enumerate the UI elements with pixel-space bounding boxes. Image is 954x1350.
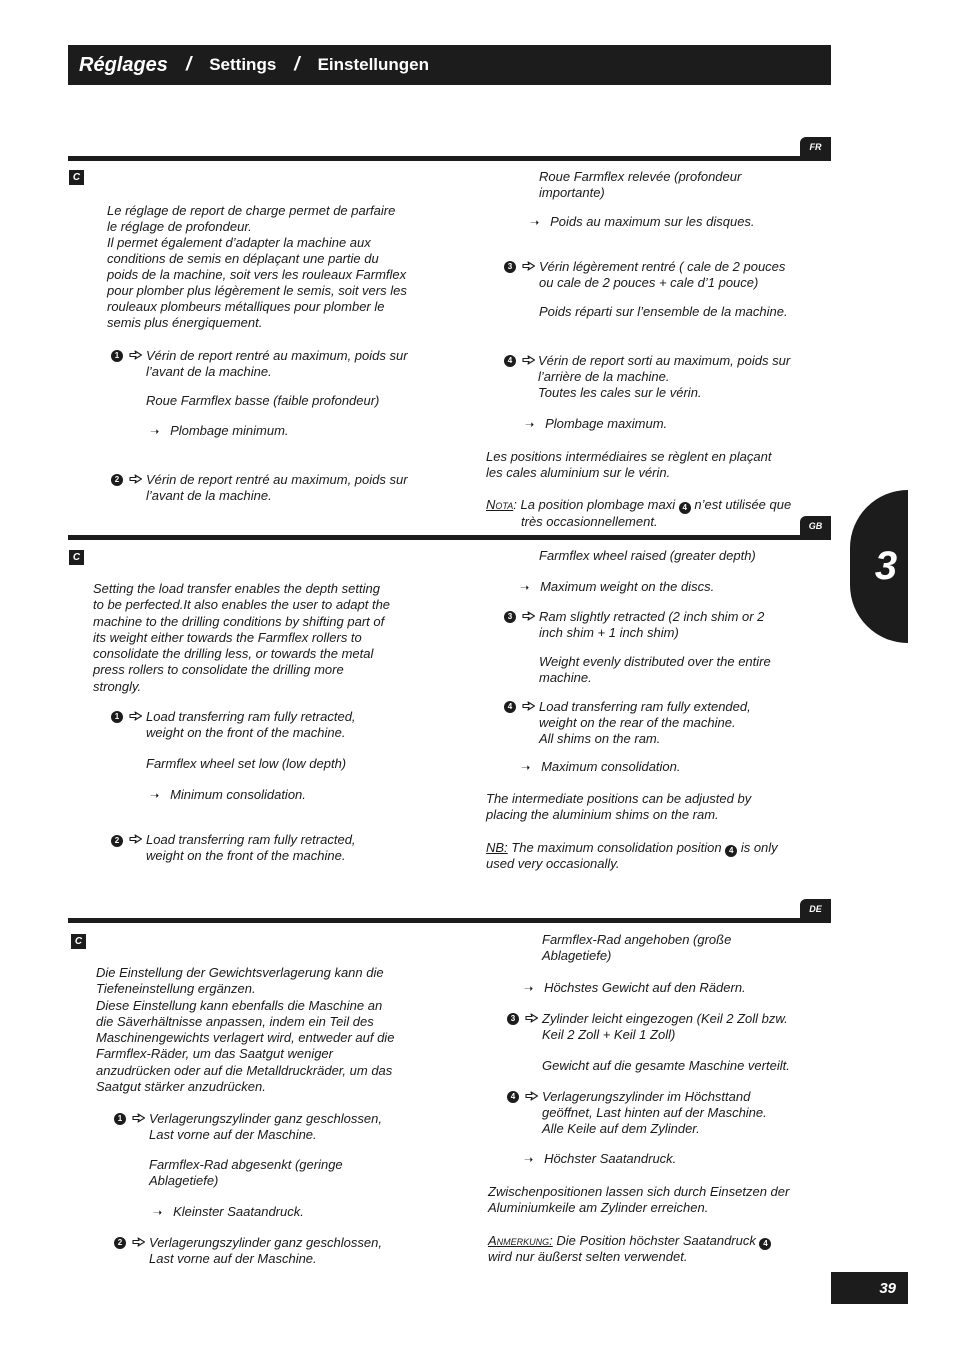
fr-item3 (539, 259, 785, 291)
fr-item2 (146, 472, 408, 504)
chapter-number: 3 (874, 544, 898, 588)
marker-1: 1 (114, 1113, 126, 1125)
arrow-right-icon: ➝ (150, 426, 160, 438)
note-text: : La position plombage maxi (513, 497, 676, 512)
section-mark-de: C (71, 934, 86, 949)
text-line: Vérin de report rentré au maximum, poids sur (146, 348, 408, 363)
result-text: Poids au maximum sur les disques. (550, 214, 755, 229)
arrow-right-icon: ➝ (525, 419, 535, 431)
fr-item2-sub (539, 169, 741, 201)
text-line: les cales aluminium sur le vérin. (486, 465, 671, 480)
gb-outro (486, 791, 751, 823)
gb-item1-result (150, 787, 306, 804)
gb-item2-result (520, 579, 714, 596)
fr-item1-sub: Roue Farmflex basse (faible profondeur) (146, 393, 380, 408)
text-line: Load transferring ram fully retracted, (146, 709, 356, 724)
result-text: Kleinster Saatandruck. (173, 1204, 304, 1219)
text-line: Zwischenpositionen lassen sich durch Einsetzen der (488, 1184, 790, 1199)
text-line: le réglage de profondeur. (107, 219, 252, 234)
text-line: placing the aluminium shims on the ram. (486, 807, 719, 822)
text-line: to be perfected.It also enables the user to adapt the (93, 597, 391, 613)
de-item1 (149, 1111, 382, 1143)
text-line: Last vorne auf der Maschine. (149, 1251, 317, 1266)
de-note (488, 1233, 771, 1250)
text-line: Farmflex-Rad angehoben (große (542, 932, 732, 947)
fr-note-cont: très occasionnellement. (521, 514, 658, 529)
marker-4: 4 (759, 1238, 771, 1250)
marker-2: 2 (111, 835, 123, 847)
text-line: semis plus énergiquement. (107, 315, 263, 330)
text-line: poids de la machine, soit vers les rouleaux Farmflex (107, 267, 407, 282)
fr-item4 (538, 353, 790, 401)
text-line: weight on the rear of the machine. (539, 715, 736, 730)
text-line: Vérin de report sorti au maximum, poids sur (538, 353, 791, 368)
de-intro (96, 965, 394, 1095)
text-line: Farmflex-Räder, um das Saatgut weniger (96, 1046, 333, 1062)
fr-note (486, 497, 791, 514)
hand-pointer-icon (129, 473, 143, 485)
text-line: strongly. (93, 678, 142, 694)
text-line: die Säverhältnisse anpassen, indem ein Teil des (96, 1013, 374, 1029)
lang-tab-gb: GB (800, 516, 831, 536)
hand-pointer-icon (129, 349, 143, 361)
arrow-right-icon: ➝ (520, 582, 530, 594)
text-line: Maschinengewichts verlagert wird, entweder auf die (96, 1030, 395, 1046)
de-item2-result (524, 980, 746, 997)
text-line: its weight either towards the Farmflex rollers to (93, 629, 362, 645)
text-line: geöffnet, Last hinten auf der Maschine. (542, 1105, 767, 1120)
text-line: Le réglage de report de charge permet de parfaire (107, 203, 396, 218)
text-line: inch shim + 1 inch shim) (539, 625, 679, 640)
de-item1-sub (149, 1157, 343, 1189)
hand-pointer-icon (522, 700, 536, 712)
text-line: Tiefeneinstellung ergänzen. (96, 981, 256, 997)
gb-note (486, 840, 778, 857)
arrow-right-icon: ➝ (150, 790, 160, 802)
result-text: Maximum consolidation. (541, 759, 681, 774)
fr-item1-result (150, 423, 289, 440)
marker-3: 3 (504, 611, 516, 623)
text-line: l’avant de la machine. (146, 364, 272, 379)
marker-4: 4 (679, 502, 691, 514)
marker-4: 4 (725, 845, 737, 857)
de-outro (488, 1184, 789, 1216)
marker-1: 1 (111, 350, 123, 362)
de-item4-result (524, 1151, 676, 1168)
text-line: anzudrücken oder auf die Metalldruckräder, um das (96, 1062, 393, 1078)
hand-pointer-icon (129, 710, 143, 722)
text-line: l’avant de la machine. (146, 488, 272, 503)
text-line: Saatgut stärker anzudrücken. (96, 1079, 266, 1095)
section-mark-fr: C (69, 170, 84, 185)
section-mark-gb: C (69, 550, 84, 565)
text-line: Die Einstellung der Gewichtsverlagerung kann die (96, 965, 384, 980)
arrow-right-icon: ➝ (524, 983, 534, 995)
hand-pointer-icon (132, 1112, 146, 1124)
text-line: l’arrière de la machine. (538, 369, 670, 384)
text-line: Ram slightly retracted (2 inch shim or 2 (539, 609, 765, 624)
result-text: Plombage maximum. (545, 416, 668, 431)
de-item2-sub (542, 932, 731, 964)
arrow-right-icon: ➝ (521, 762, 531, 774)
section-divider-gb (68, 535, 831, 540)
note-label: NB: (486, 840, 508, 855)
text-line: machine to the drilling conditions by shifting part of (93, 613, 385, 629)
hand-pointer-icon (132, 1236, 146, 1248)
fr-item3-sub: Poids réparti sur l’ensemble de la machine. (539, 304, 788, 319)
hand-pointer-icon (525, 1090, 539, 1102)
marker-3: 3 (504, 261, 516, 273)
marker-4: 4 (504, 701, 516, 713)
gb-item3-sub (539, 654, 771, 686)
text-line: Weight evenly distributed over the entire (539, 654, 771, 669)
text-line: Vérin légèrement rentré ( cale de 2 pouces (539, 259, 786, 274)
text-line: The intermediate positions can be adjusted by (486, 791, 752, 806)
text-line: Toutes les cales sur le vérin. (538, 385, 702, 400)
arrow-right-icon: ➝ (530, 217, 540, 229)
de-item2 (149, 1235, 382, 1267)
lang-tab-de: DE (800, 899, 831, 919)
marker-3: 3 (507, 1013, 519, 1025)
hand-pointer-icon (129, 833, 143, 845)
de-item3-sub: Gewicht auf die gesamte Maschine verteilt. (542, 1058, 790, 1073)
text-line: Farmflex-Rad abgesenkt (geringe (149, 1157, 343, 1172)
text-line: Verlagerungszylinder ganz geschlossen, (149, 1235, 382, 1250)
fr-item2-result (530, 214, 755, 231)
de-item3 (542, 1011, 788, 1043)
note-text: The maximum consolidation position (507, 840, 722, 855)
header-title-fr: Réglages (79, 53, 168, 76)
gb-item4 (539, 699, 751, 747)
text-line: Diese Einstellung kann ebenfalls die Maschine an (96, 997, 383, 1013)
section-divider-de (68, 918, 831, 923)
arrow-right-icon: ➝ (153, 1207, 163, 1219)
gb-item4-result (521, 759, 681, 776)
text-line: Load transferring ram fully retracted, (146, 832, 356, 847)
text-line: importante) (539, 185, 605, 200)
text-line: Zylinder leicht eingezogen (Keil 2 Zoll bzw. (542, 1011, 788, 1026)
header-separator: / (185, 54, 192, 75)
note-text: is only (740, 840, 778, 855)
gb-item1-sub: Farmflex wheel set low (low depth) (146, 756, 347, 771)
chapter-tab (850, 490, 908, 643)
gb-item2 (146, 832, 356, 864)
marker-4: 4 (507, 1091, 519, 1103)
text-line: Ablagetiefe) (149, 1173, 219, 1188)
result-text: Maximum weight on the discs. (540, 579, 715, 594)
header-separator: / (294, 54, 300, 75)
fr-item4-result (525, 416, 667, 433)
text-line: Les positions intermédiaires se règlent en plaçant (486, 449, 772, 464)
page-number: 39 (831, 1272, 908, 1304)
marker-1: 1 (111, 711, 123, 723)
fr-outro (486, 449, 771, 481)
text-line: machine. (539, 670, 592, 685)
text-line: press rollers to consolidate the drilling more (93, 662, 344, 678)
hand-pointer-icon (522, 610, 536, 622)
section-divider-fr (68, 156, 831, 161)
note-label: Nota (486, 497, 514, 512)
result-text: Plombage minimum. (170, 423, 289, 438)
note-text: Die Position höchster Saatandruck (552, 1233, 756, 1248)
text-line: weight on the front of the machine. (146, 848, 346, 863)
header-title-gb: Settings (209, 55, 277, 74)
text-line: Load transferring ram fully extended, (539, 699, 751, 714)
page-header (68, 45, 831, 85)
fr-item1 (146, 348, 408, 380)
text-line: Roue Farmflex relevée (profondeur (539, 169, 742, 184)
fr-intro (107, 203, 407, 331)
de-note-cont: wird nur äußerst selten verwendet. (488, 1249, 688, 1264)
text-line: Verlagerungszylinder im Höchsttand (542, 1089, 751, 1104)
hand-pointer-icon (522, 260, 536, 272)
result-text: Minimum consolidation. (170, 787, 306, 802)
marker-2: 2 (114, 1237, 126, 1249)
text-line: Last vorne auf der Maschine. (149, 1127, 317, 1142)
text-line: consolidate the drilling less, or towards the metal (93, 646, 374, 662)
marker-4: 4 (504, 355, 516, 367)
text-line: ou cale de 2 pouces + cale d’1 pouce) (539, 275, 759, 290)
text-line: Aluminiumkeile am Zylinder erreichen. (488, 1200, 709, 1215)
gb-item3 (539, 609, 764, 641)
text-line: rouleaux plombeurs métalliques pour plomber le (107, 299, 385, 314)
text-line: pour plomber plus légèrement le semis, soit vers les (107, 283, 407, 298)
de-item4 (542, 1089, 767, 1137)
text-line: weight on the front of the machine. (146, 725, 346, 740)
text-line: Il permet également d’adapter la machine aux (107, 235, 371, 250)
arrow-right-icon: ➝ (524, 1154, 534, 1166)
text-line: conditions de semis en déplaçant une partie du (107, 251, 379, 266)
text-line: Setting the load transfer enables the depth setting (93, 581, 380, 596)
gb-intro (93, 581, 390, 695)
header-title-de: Einstellungen (317, 55, 430, 74)
gb-note-cont: used very occasionally. (486, 856, 620, 871)
note-label: Anmerkung: (488, 1233, 553, 1248)
marker-2: 2 (111, 474, 123, 486)
text-line: All shims on the ram. (539, 731, 661, 746)
text-line: Alle Keile auf dem Zylinder. (542, 1121, 700, 1136)
result-text: Höchster Saatandruck. (544, 1151, 677, 1166)
gb-item2-sub: Farmflex wheel raised (greater depth) (539, 548, 756, 563)
gb-item1 (146, 709, 356, 741)
text-line: Ablagetiefe) (542, 948, 612, 963)
de-item1-result (153, 1204, 304, 1221)
text-line: Keil 2 Zoll + Keil 1 Zoll) (542, 1027, 676, 1042)
text-line: Verlagerungszylinder ganz geschlossen, (149, 1111, 382, 1126)
result-text: Höchstes Gewicht auf den Rädern. (544, 980, 746, 995)
hand-pointer-icon (522, 354, 536, 366)
note-text: n’est utilisée que (694, 497, 792, 512)
hand-pointer-icon (525, 1012, 539, 1024)
lang-tab-fr: FR (800, 137, 831, 157)
text-line: Vérin de report rentré au maximum, poids sur (146, 472, 408, 487)
